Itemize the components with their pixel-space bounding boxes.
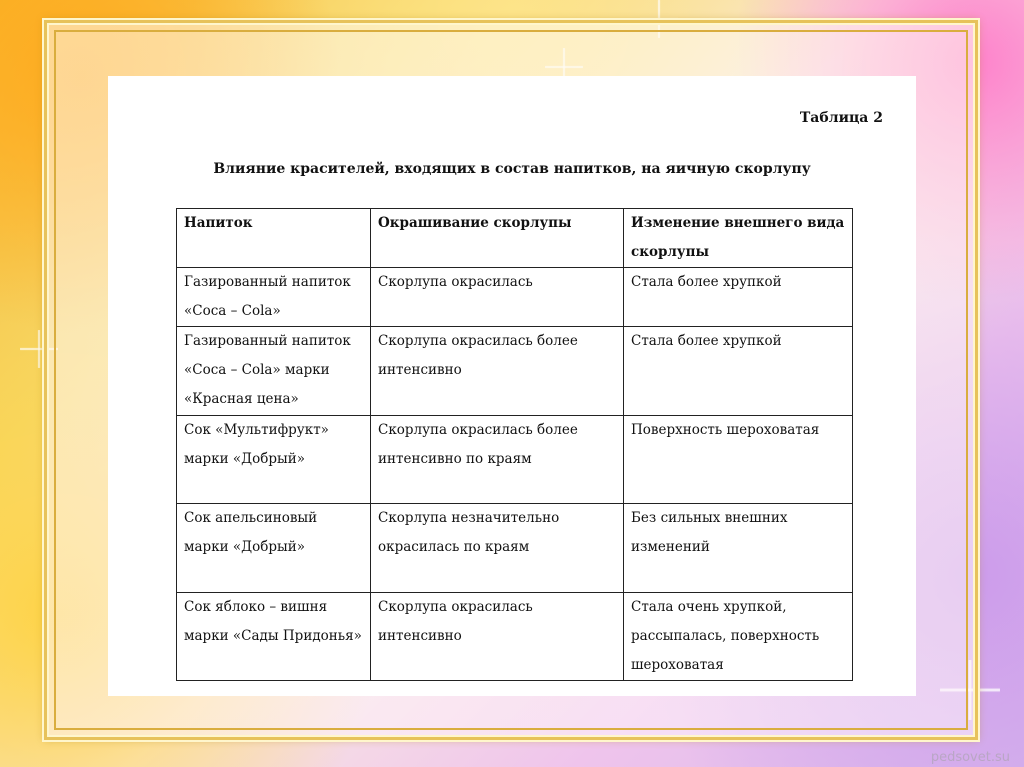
table-row xyxy=(177,268,853,327)
appearance-cell: Стала более хрупкой xyxy=(624,268,853,327)
coloring-cell: Скорлупа окрасилась xyxy=(371,268,624,327)
table-row xyxy=(177,504,853,593)
drink-cell: Сок апельсиновый марки «Добрый» xyxy=(177,504,371,593)
coloring-cell: Скорлупа окрасилась более интенсивно по краям xyxy=(371,416,624,504)
drink-cell: Газированный напиток «Coca – Cola» марки «Красная цена» xyxy=(177,327,371,416)
appearance-cell: Стала более хрупкой xyxy=(624,327,853,416)
column-header-coloring: Окрашивание скорлупы xyxy=(371,209,624,268)
drink-cell: Сок «Мультифрукт» марки «Добрый» xyxy=(177,416,371,504)
column-header-drink: Напиток xyxy=(177,209,371,268)
table-number: Таблица 2 xyxy=(799,110,883,126)
table-row xyxy=(177,327,853,416)
site-watermark: pedsovet.su xyxy=(930,750,1010,765)
document-page xyxy=(108,76,916,696)
appearance-cell: Без сильных внешних изменений xyxy=(624,504,853,593)
appearance-cell: Стала очень хрупкой, рассыпалась, поверхность шероховатая xyxy=(624,593,853,681)
table-row xyxy=(177,593,853,681)
column-header-appearance: Изменение внешнего вида скорлупы xyxy=(624,209,853,268)
table-row xyxy=(177,416,853,504)
coloring-cell: Скорлупа окрасилась интенсивно xyxy=(371,593,624,681)
coloring-cell: Скорлупа незначительно окрасилась по краям xyxy=(371,504,624,593)
coloring-cell: Скорлупа окрасилась более интенсивно xyxy=(371,327,624,416)
drink-cell: Газированный напиток «Coca – Cola» xyxy=(177,268,371,327)
drink-cell: Сок яблоко – вишня марки «Сады Придонья» xyxy=(177,593,371,681)
table-title: Влияние красителей, входящих в состав напитков, на яичную скорлупу xyxy=(213,161,811,177)
table-header-row xyxy=(177,209,853,268)
appearance-cell: Поверхность шероховатая xyxy=(624,416,853,504)
results-table xyxy=(176,208,853,681)
